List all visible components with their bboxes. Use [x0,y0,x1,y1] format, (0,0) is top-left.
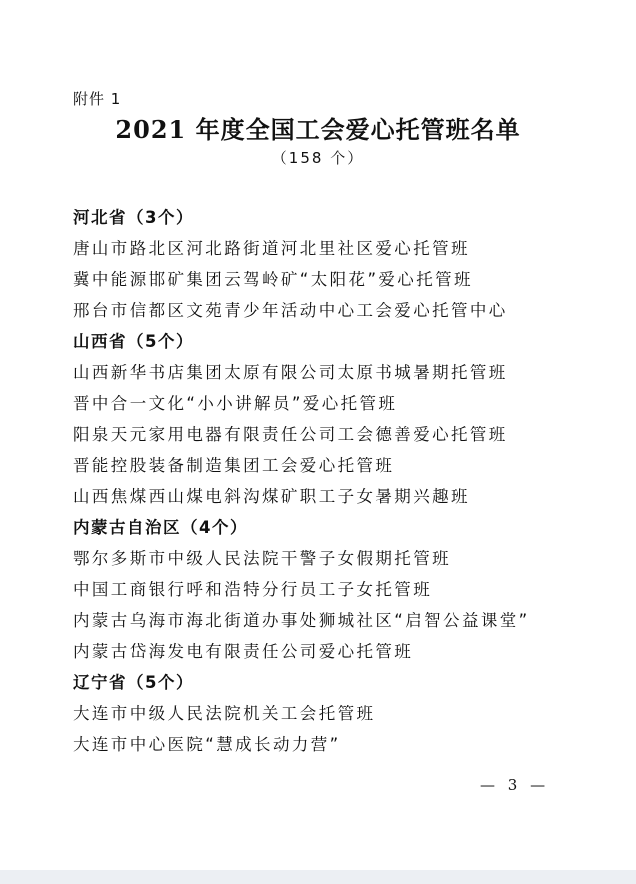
document-title: 2021 年度全国工会爱心托管班名单 [115,115,521,144]
unit-list [73,202,613,760]
bottom-band [0,870,636,884]
list-item: 晋能控股装备制造集团工会爱心托管班 [73,456,395,475]
list-item: 山西焦煤西山煤电斜沟煤矿职工子女暑期兴趣班 [73,487,470,506]
list-item: 山西新华书店集团太原有限公司太原书城暑期托管班 [73,363,508,382]
province-heading-inner-mongolia: 内蒙古自治区（4个） [73,518,248,537]
province-heading-hebei: 河北省（3个） [73,208,194,227]
page-number: — 3 — [480,776,550,794]
list-item: 冀中能源邯矿集团云驾岭矿“太阳花”爱心托管班 [73,270,473,289]
total-count: （158 个） [271,149,365,167]
list-item: 大连市中心医院“慧成长动力营” [73,735,341,754]
list-item: 邢台市信都区文苑青少年活动中心工会爱心托管中心 [73,301,508,320]
list-item: 阳泉天元家用电器有限责任公司工会德善爱心托管班 [73,425,508,444]
list-item: 鄂尔多斯市中级人民法院干警子女假期托管班 [73,549,451,568]
attachment-label: 附件 1 [73,90,122,108]
list-item: 内蒙古岱海发电有限责任公司爱心托管班 [73,642,414,661]
list-item: 晋中合一文化“小小讲解员”爱心托管班 [73,394,398,413]
list-item: 中国工商银行呼和浩特分行员工子女托管班 [73,580,433,599]
list-item: 大连市中级人民法院机关工会托管班 [73,704,376,723]
list-item: 唐山市路北区河北路街道河北里社区爱心托管班 [73,239,470,258]
province-heading-shanxi: 山西省（5个） [73,332,194,351]
list-item: 内蒙古乌海市海北街道办事处狮城社区“启智公益课堂” [73,611,530,630]
province-heading-liaoning: 辽宁省（5个） [73,673,194,692]
